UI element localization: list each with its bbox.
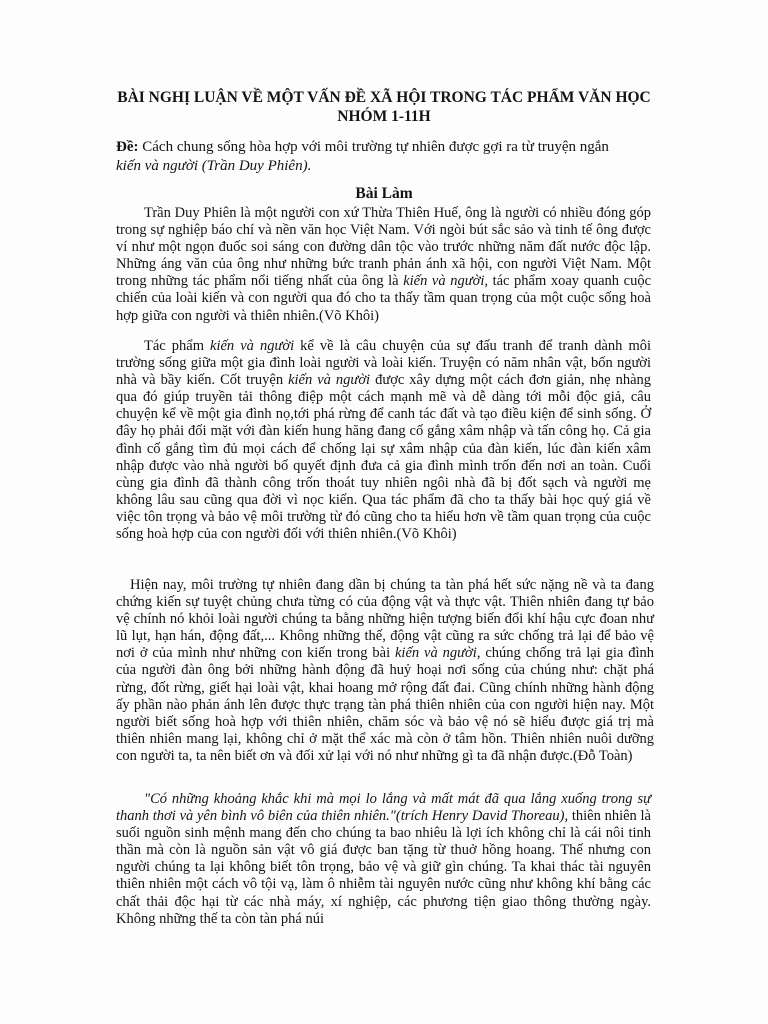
- paragraph-1: [116, 205, 651, 325]
- bai-lam-heading: Bài Làm: [355, 185, 413, 202]
- paragraph-2: [116, 338, 651, 543]
- paragraph-4: [116, 791, 651, 928]
- paragraph-2-italic-2: kiến và người: [288, 372, 371, 389]
- paragraph-3: [116, 577, 654, 765]
- paragraph-1-italic-1: kiến và người,: [403, 273, 488, 290]
- paragraph-2-text-c: được xây dựng một cách đơn giản, nhẹ nhàng qua đó giúp truyền tải thông điệp một cách mạnh mẽ và dễ dàng tới mỗi độc giả, câu chuyện kể về một gia đình nọ,tới phá rừng để canh tác đất và tạo điều kiện để sinh sống. Ở đây họ phải đối mặt với đàn kiến hung hăng đang cố gắng xâm nhập và tấn công họ. Cả gia đình cố gắng tìm đủ mọi cách để chống lại sự xâm nhập của đàn kiến, lúc đàn kiến xâm nhập được vào nhà người bố quyết định đưa cả gia đình mình trốn đến nơi an toàn. Cuối cùng gia đình đã thành công trốn thoát tuy nhiên ngôi nhà đã bị đốt sạch và người mẹ không lâu sau cũng qua đời vì nọc kiến. Qua tác phẩm đã cho ta thấy bài học quý giá về việc tôn trọng và bảo vệ môi trường từ đó cũng cho ta hiểu hơn về tầm quan trọng của cuộc sống hoà hợp của con người đối với thiên nhiên.(Võ Khôi): [116, 372, 652, 543]
- paragraph-4-quote: "Có những khoảng khắc khi mà mọi lo lắng và mất mát đã qua lắng xuống trong sự thanh thơi và yên bình vô biên của thiên nhiên."(trích Henry David Thoreau),: [116, 791, 651, 825]
- prompt-label: Đề:: [116, 139, 139, 155]
- paragraph-2-italic-1: kiến và người: [210, 338, 295, 354]
- essay-prompt: [116, 138, 676, 176]
- paragraph-1-text-b: tác phẩm xoay quanh cuộc chiến của loài kiến và con người qua đó cho ta thấy tầm quan trọng của một cuộc sống hoà hợp giữa con người và thiên nhiên.(Võ Khôi): [116, 273, 652, 324]
- document-title: BÀI NGHỊ LUẬN VỀ MỘT VẤN ĐỀ XÃ HỘI TRONG TÁC PHẨM VĂN HỌC NHÓM 1-11H: [117, 89, 651, 125]
- paragraph-4-text-a: thiên nhiên là suối nguồn sinh mệnh mang đến cho chúng ta bao nhiêu là lợi ích không chỉ là cái nôi tinh thần mà còn là nguồn sản vật vô giá được ban tặng từ thuở hồng hoang. Thế nhưng con người chúng ta lại không biết tôn trọng, bảo vệ và giữ gìn chúng. Ta khai thác tài nguyên thiên nhiên một cách vô tội vạ, làm ô nhiễm tài nguyên nước cũng như không khí bằng các chất thải độc hại từ các nhà máy, xí nghiệp, các phương tiện giao thông thường ngày. Không những thế ta còn tàn phá núi: [116, 808, 651, 927]
- paragraph-3-text-b: , chúng chống trả lại gia đình của người đàn ông bởi những hành động đã huỷ hoại nơi sống của chúng như: chặt phá rừng, đốt rừng, giết hại loài vật, khai hoang mở rộng đất đai. Cũng chính những hành động ấy phần nào phản ánh lên được thực trạng tàn phá thiên nhiên của con người hiện nay. Một người biết sống hoà hợp với thiên nhiên, chăm sóc và bảo vệ nó sẽ hiểu được giá trị mà thiên nhiên mang lại, không chỉ ở mặt thể xác mà còn ở tâm hồn. Thiên nhiên nuôi dưỡng con người ta, ta nên biết ơn và đối xử lại với nó như những gì ta đã nhận được.(Đỗ Toàn): [116, 645, 655, 764]
- paragraph-2-text-a: Tác phẩm: [144, 338, 211, 354]
- prompt-text: Cách chung sống hòa hợp với môi trường tự nhiên được gợi ra từ truyện ngắn: [142, 139, 609, 155]
- paragraph-2-text-b: kể về là câu chuyện của sự đấu tranh để tranh dành môi trường sống giữa một gia đình loài người và loài kiến. Truyện có năm nhân vật, bốn người nhà và bầy kiến. Cốt truyện: [116, 338, 652, 389]
- paragraph-1-text-a: Trần Duy Phiên là một người con xứ Thừa Thiên Huế, ông là người có nhiều đóng góp trong sự nghiệp báo chí và nền văn học Việt Nam. Với ngòi bút sắc sảo và tinh tế ông được ví như một ngọn đuốc soi sáng con đường dân tộc vào trước những năm đất nước độc lập. Những áng văn của ông như những bức tranh phản ánh xã hội, con người Việt Nam. Một trong những tác phẩm nổi tiếng nhất của ông là: [116, 205, 651, 290]
- paragraph-3-italic-1: kiến và người: [395, 645, 477, 662]
- paragraph-3-text-a: Hiện nay, môi trường tự nhiên đang dần bị chúng ta tàn phá hết sức nặng nề và ta đang chứng kiến sự tuyệt chủng chưa từng có của động vật và thực vật. Thiên nhiên đang tự bảo vệ chính nó khỏi loài người chúng ta bằng những hiện tượng biến đổi khí hậu cực đoan như lũ lụt, hạn hán, động đất,... Không những thế, động vật cũng ra sức chống trả lại để bảo vệ nơi ở của mình như những con kiến trong bài: [116, 577, 654, 662]
- prompt-source: kiến và người (Trần Duy Phiên).: [116, 158, 312, 174]
